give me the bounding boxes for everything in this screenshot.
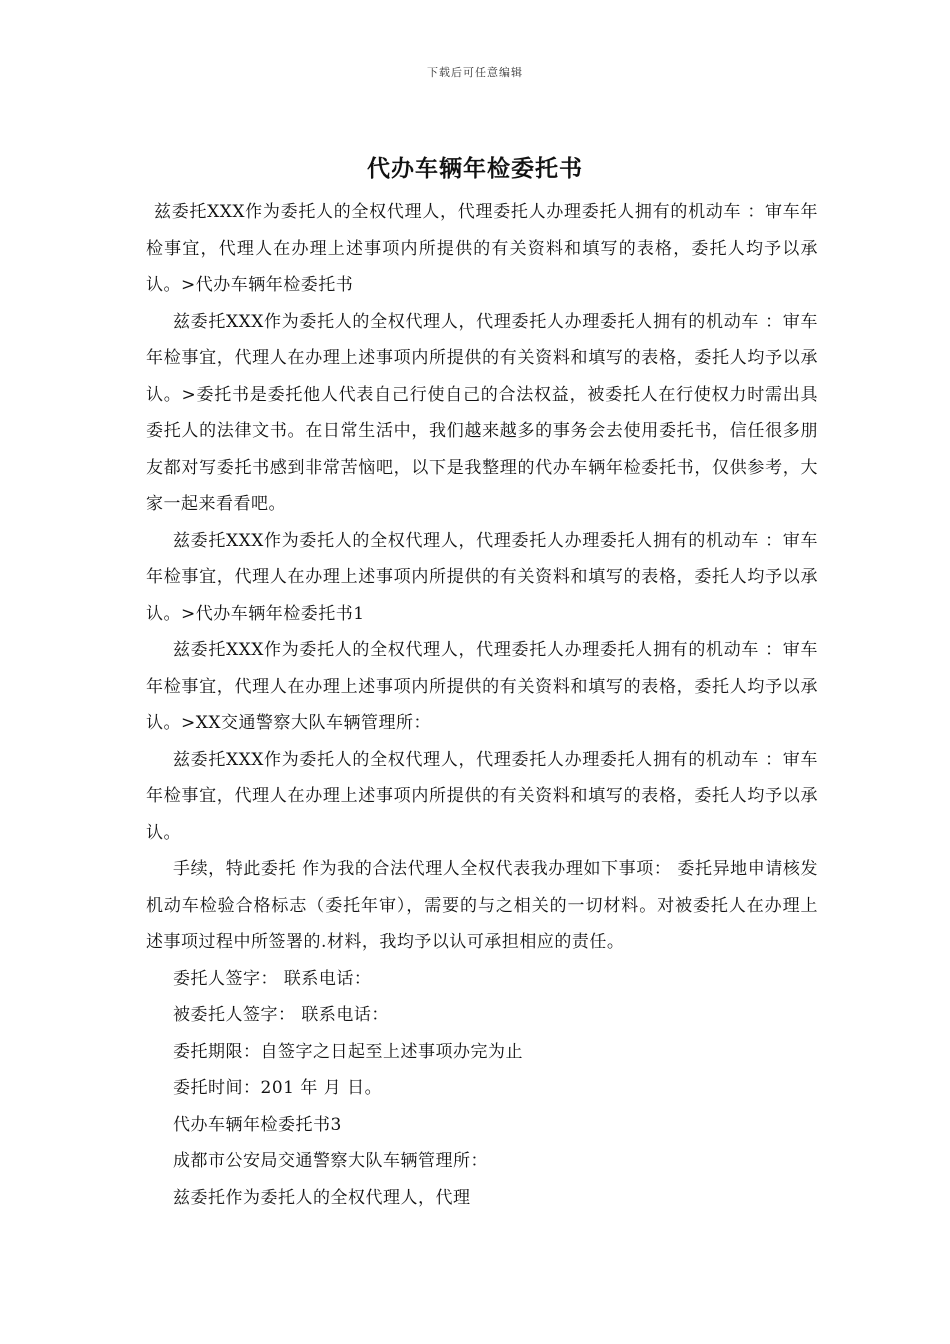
signature-line-principal: 委托人签字： 联系电话： [173,968,372,989]
body-paragraph: 兹委托作为委托人的全权代理人，代理 [173,1187,471,1208]
section-heading: 代办车辆年检委托书3 [173,1114,342,1135]
body-paragraph: 兹委托XXX作为委托人的全权代理人，代理委托人办理委托人拥有的机动车 ：审车年检事宜，代理人在办理上述事项内所提供的有关资料和填写的表格，委托人均予以承认。>代办车辆年检委托书 [146,202,818,295]
body-paragraph: 兹委托XXX作为委托人的全权代理人，代理委托人办理委托人拥有的机动车 ：审车年检事宜，代理人在办理上述事项内所提供的有关资料和填写的表格，委托人均予以承认。>委托书是委托他人代表自己行使自己的合法权益，被委托人在行使权力时需出具委托人的法律文书。在日常生活中，我们越来越多的事务会去使用委托书，信任很多朋友都对写委托书感到非常苦恼吧，以下是我整理的代办车辆年检委托书，仅供参考，大家一起来看看吧。 [146,311,818,514]
document-title: 代办车辆年检委托书 [367,156,583,182]
entrustment-date: 委托时间：201 年 月 日。 [173,1078,383,1098]
addressee-line: 成都市公安局交通警察大队车辆管理所： [173,1151,488,1171]
page-header-note: 下载后可任意编辑 [427,66,523,79]
body-paragraph: 兹委托XXX作为委托人的全权代理人，代理委托人办理委托人拥有的机动车 ：审车年检事宜，代理人在办理上述事项内所提供的有关资料和填写的表格，委托人均予以承认。 [146,749,818,843]
signature-line-agent: 被委托人签字： 联系电话： [173,1005,389,1025]
document-body [146,194,818,1216]
body-paragraph: 兹委托XXX作为委托人的全权代理人，代理委托人办理委托人拥有的机动车 ：审车年检事宜，代理人在办理上述事项内所提供的有关资料和填写的表格，委托人均予以承认。>XX交通警察大队车辆管理所： [146,640,818,733]
body-paragraph: 兹委托XXX作为委托人的全权代理人，代理委托人办理委托人拥有的机动车 ：审车年检事宜，代理人在办理上述事项内所提供的有关资料和填写的表格，委托人均予以承认。>代办车辆年检委托书1 [146,530,818,624]
body-paragraph: 手续，特此委托 作为我的合法代理人全权代表我办理如下事项： 委托异地申请核发机动车检验合格标志（委托年审），需要的与之相关的一切材料。对被委托人在办理上述事项过程中所签署的.材料，我均予以认可承担相应的责任。 [146,859,818,952]
entrustment-period: 委托期限：自签字之日起至上述事项办完为止 [173,1041,523,1062]
